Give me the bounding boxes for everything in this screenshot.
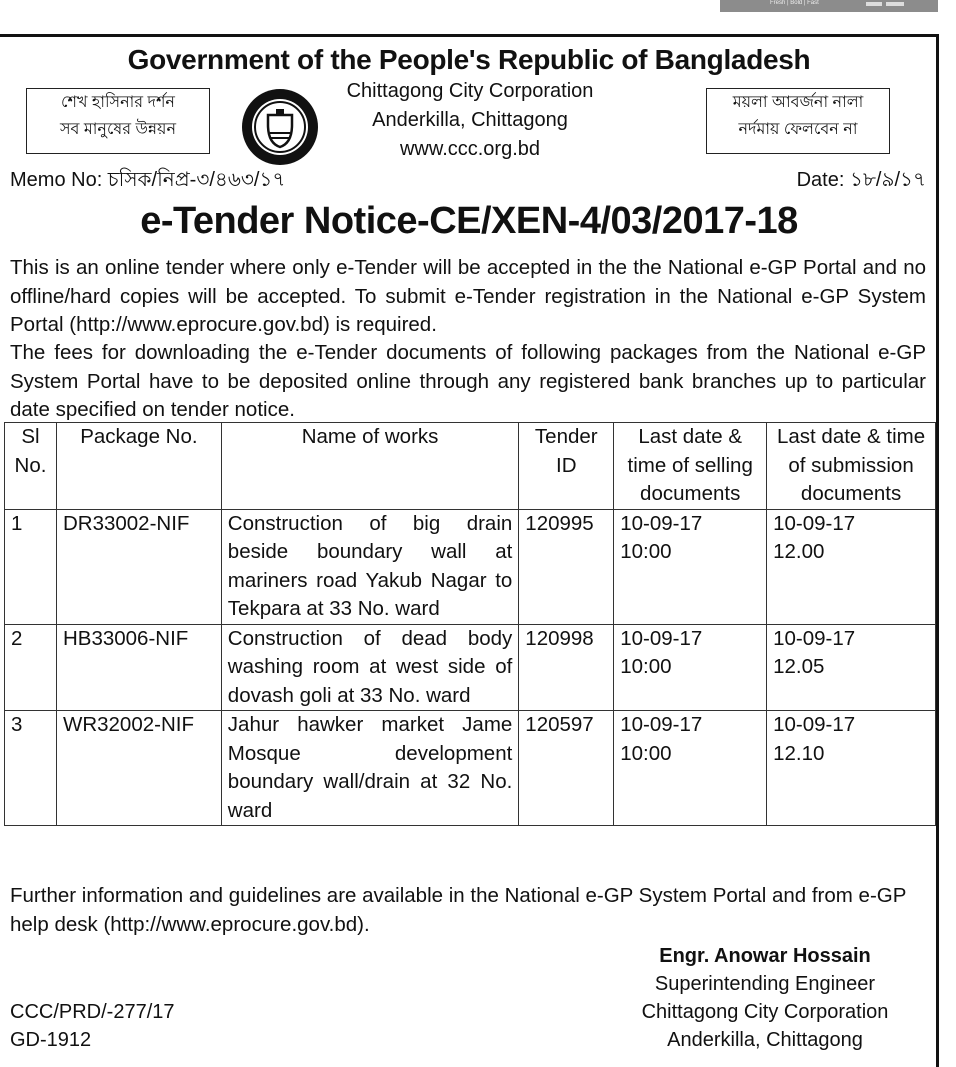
memo-number: Memo No: চসিক/নিপ্র-৩/৪৬৩/১৭ [10,169,286,191]
corner-strip-text: Fresh | Bold | Fast [770,0,819,6]
org-name: Chittagong City Corporation [346,80,594,102]
notice-paragraph-1: This is an online tender where only e-Tender will be accepted in the the National e-GP Portal and no offline/hard copies will be accepted. To submit e-Tender registration in the National e-GP System Portal (http://www.eprocure.gov.bd) is required. [10,256,926,336]
footer-info: Further information and guidelines are available in the National e-GP System Portal and from e-GP help desk (http://www.eprocure.gov.bd). [10,884,907,936]
signatory-org: Chittagong City Corporation [641,1001,889,1023]
sell-time: 10:00 [620,741,672,765]
cell-tender-id: 120995 [519,509,614,624]
cell-works: Construction of dead body washing room at west side of dovash goli at 33 No. ward [221,624,519,711]
header-package: Package No. [56,423,221,510]
cell-package: WR32002-NIF [56,711,221,826]
cell-package: DR33002-NIF [56,509,221,624]
header-submission-date: Last date & time of submission documents [767,423,936,510]
sell-date: 10-09-17 [620,713,703,736]
sell-date: 10-09-17 [620,626,703,650]
notice-title: e-Tender Notice-CE/XEN-4/03/2017-18 [140,200,798,242]
cell-selling [614,624,767,711]
corner-strip-mark [866,2,882,6]
header-tender-id: Tender ID [519,423,614,510]
submit-date: 10-09-17 [773,511,856,535]
header-works: Name of works [221,423,519,510]
submit-time: 12.10 [773,741,825,765]
sell-date: 10-09-17 [620,511,703,535]
cell-works: Jahur hawker market Jame Mosque development boundary wall/drain at 32 No. ward [221,711,519,826]
city-corporation-seal-icon [240,87,320,167]
corner-strip-mark [886,2,904,6]
table-row [5,624,936,711]
reference-gd: GD-1912 [10,1029,92,1051]
org-website: www.ccc.org.bd [399,138,541,160]
top-corner-strip [720,0,938,12]
header-selling-date: Last date & time of selling documents [614,423,767,510]
cell-selling [614,509,767,624]
submit-time: 12.05 [773,655,825,678]
sell-time: 10:00 [620,540,672,563]
cell-tender-id: 120597 [519,711,614,826]
header-sl: Sl No. [5,423,57,510]
cell-package: HB33006-NIF [56,624,221,711]
govt-title: Government of the People's Republic of Bangladesh [127,44,811,75]
cell-submission [767,624,936,711]
cell-submission [767,711,936,826]
slogan-left-line: সব মানুষের উন্নয়ন [59,121,177,138]
table-row [5,711,936,826]
signatory-title: Superintending Engineer [654,973,876,995]
slogan-right-line: নর্দমায় ফেলবেন না [738,121,858,138]
tender-table [4,422,936,826]
table-row [5,509,936,624]
slogan-left-line: শেখ হাসিনার দর্শন [61,94,175,111]
submit-time: 12.00 [773,540,825,563]
cell-works: Construction of big drain beside boundary wall at mariners road Yakub Nagar to Tekpara at 33 No. ward [221,509,519,624]
slogan-right-line: ময়লা আবর্জনা নালা [732,94,864,111]
cell-sl: 3 [5,711,57,826]
sell-time: 10:00 [620,655,672,678]
cell-sl: 2 [5,624,57,711]
slogan-box-right [706,88,890,154]
cell-sl: 1 [5,509,57,624]
reference-prd: CCC/PRD/-277/17 [10,1001,175,1023]
slogan-box-left [26,88,210,154]
submit-date: 10-09-17 [773,713,856,736]
org-address: Anderkilla, Chittagong [372,109,568,131]
signatory-name: Engr. Anowar Hossain [659,945,871,967]
notice-date: Date: ১৮/৯/১৭ [796,169,926,191]
table-header-row [5,423,936,510]
submit-date: 10-09-17 [773,626,856,650]
notice-paragraph-2: The fees for downloading the e-Tender documents of following packages from the National e-GP System Portal have to be deposited online through any registered bank branches up to particular date specified on tender notice. [10,341,926,421]
signatory-address: Anderkilla, Chittagong [667,1029,863,1051]
cell-tender-id: 120998 [519,624,614,711]
cell-selling [614,711,767,826]
cell-submission [767,509,936,624]
